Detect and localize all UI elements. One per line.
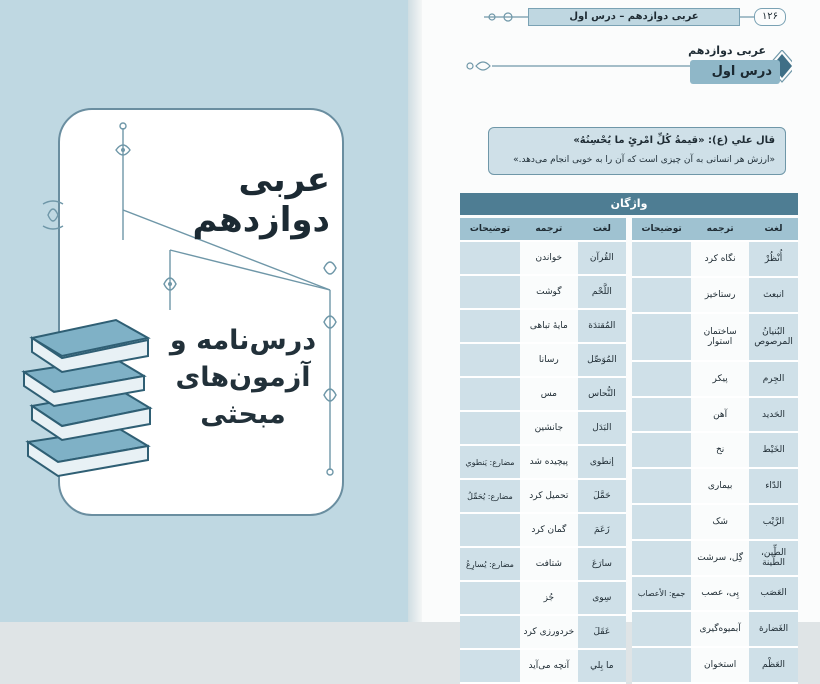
quote-box <box>488 127 786 175</box>
cell-notes: جمع: الأعصاب <box>632 576 691 612</box>
cell-translation: مایهٔ تباهی <box>520 309 578 343</box>
table-row <box>460 513 626 547</box>
table-row <box>632 277 798 313</box>
table-row <box>460 343 626 377</box>
table-row <box>460 411 626 445</box>
cell-translation: جانشین <box>520 411 578 445</box>
table-row <box>460 309 626 343</box>
book-name: عربی دوازدهم <box>688 44 766 57</box>
cell-notes <box>460 513 520 547</box>
cell-word: الخَيْط <box>749 432 798 468</box>
vocabulary-title: واژگان <box>460 193 798 215</box>
cell-word: المُوَصِّل <box>578 343 626 377</box>
running-title: عربی دوازدهم – درس اول <box>528 8 740 26</box>
cell-translation: خردورزی کرد <box>520 615 578 649</box>
cell-notes <box>460 649 520 683</box>
cover-subtitle-line: مبحثی <box>200 399 286 430</box>
table-row <box>460 649 626 683</box>
cell-translation: رستاخیز <box>691 277 749 313</box>
cell-word: المُقتدَة <box>578 309 626 343</box>
cell-notes <box>632 241 691 277</box>
cell-translation: شک <box>691 504 749 540</box>
cell-notes <box>632 397 691 433</box>
cell-translation: رسانا <box>520 343 578 377</box>
quote-persian: «ارزش هر انسانی به آن چیزی است که آن را به خوبی انجام می‌دهد.» <box>513 155 775 165</box>
cell-notes <box>460 377 520 411</box>
table-row <box>632 576 798 612</box>
cell-translation: مس <box>520 377 578 411</box>
cell-notes <box>632 468 691 504</box>
cell-word: الرَّيْب <box>749 504 798 540</box>
cell-translation: گِل، سرشت <box>691 540 749 576</box>
cell-word: البُنیانُ المرصوص <box>749 313 798 361</box>
cell-word: الطِّين، الطّينة <box>749 540 798 576</box>
cell-word: الغَضارة <box>749 611 798 647</box>
table-row <box>632 468 798 504</box>
cover-subtitle <box>150 322 336 433</box>
table-row <box>460 241 626 275</box>
cell-notes <box>632 361 691 397</box>
cell-word: النُّحاس <box>578 377 626 411</box>
cell-notes <box>632 313 691 361</box>
cell-notes <box>632 432 691 468</box>
table-row <box>460 275 626 309</box>
cell-notes <box>632 611 691 647</box>
cell-word: العَظْم <box>749 647 798 683</box>
cell-notes: مضارع: يُحَمِّلُ <box>460 479 520 513</box>
quote-arabic: قال علي (ع): «قيمةُ كُلِّ امْرئٍ ما يُحْسِنُهُ» <box>573 135 775 146</box>
cell-translation: شتافت <box>520 547 578 581</box>
cell-translation: ساختمان استوار <box>691 313 749 361</box>
cell-notes <box>460 615 520 649</box>
table-row <box>632 361 798 397</box>
cell-word: انبعث <box>749 277 798 313</box>
column-header-word: لغت <box>578 218 626 241</box>
cell-word: عَقَلَ <box>578 615 626 649</box>
cell-notes <box>632 647 691 683</box>
column-header-translation: ترجمه <box>691 218 749 241</box>
cover-subtitle-line: آزمون‌های <box>175 362 311 393</box>
cell-translation: گوشت <box>520 275 578 309</box>
column-header-translation: ترجمه <box>520 218 578 241</box>
vocabulary-table-left <box>460 218 626 684</box>
column-header-notes: توضیحات <box>632 218 691 241</box>
cell-word: سِوى <box>578 581 626 615</box>
table-row <box>632 313 798 361</box>
cell-word: ما بِلي <box>578 649 626 683</box>
table-row <box>632 432 798 468</box>
cell-translation: جُز <box>520 581 578 615</box>
cell-translation: تحمیل کرد <box>520 479 578 513</box>
cell-notes: مضارع: يَنطوي <box>460 445 520 479</box>
cell-translation: آنچه می‌آید <box>520 649 578 683</box>
table-row <box>632 241 798 277</box>
page-number: ۱۲۶ <box>754 8 786 26</box>
column-header-notes: توضیحات <box>460 218 520 241</box>
cell-translation: پِی، عصب <box>691 576 749 612</box>
vocabulary-section <box>460 193 798 684</box>
cell-notes <box>632 504 691 540</box>
column-header-word: لغت <box>749 218 798 241</box>
vocabulary-table-right <box>632 218 798 684</box>
cell-translation: پیچیده شد <box>520 445 578 479</box>
cell-word: حَمَّلَ <box>578 479 626 513</box>
cell-translation: آبمیوه‌گیری <box>691 611 749 647</box>
table-row <box>460 547 626 581</box>
cell-word: سارَعَ <box>578 547 626 581</box>
cover-subtitle-line: درس‌نامه و <box>169 325 317 356</box>
cell-translation: پیکر <box>691 361 749 397</box>
table-row <box>632 504 798 540</box>
cell-word: زَعَمَ <box>578 513 626 547</box>
table-row <box>460 581 626 615</box>
cell-word: اللَّحْم <box>578 275 626 309</box>
cell-translation: نگاه کرد <box>691 241 749 277</box>
table-row <box>460 377 626 411</box>
cell-notes <box>460 343 520 377</box>
cell-notes <box>460 241 520 275</box>
cell-notes <box>460 275 520 309</box>
table-row <box>460 479 626 513</box>
table-row <box>632 540 798 576</box>
cell-translation: استخوان <box>691 647 749 683</box>
page-header <box>484 6 796 28</box>
cell-notes <box>460 411 520 445</box>
cell-translation: نخ <box>691 432 749 468</box>
cover-title: عربی دوازدهم <box>192 160 330 240</box>
cell-word: الحَديد <box>749 397 798 433</box>
table-row <box>632 397 798 433</box>
cell-translation: گمان کرد <box>520 513 578 547</box>
cell-translation: آهن <box>691 397 749 433</box>
book-gutter <box>408 0 422 622</box>
table-row <box>460 615 626 649</box>
cell-word: الدّاء <box>749 468 798 504</box>
cell-word: القُرآن <box>578 241 626 275</box>
cell-notes <box>632 540 691 576</box>
books-icon <box>18 302 158 482</box>
cell-word: الجِرم <box>749 361 798 397</box>
cell-word: إنطوى <box>578 445 626 479</box>
table-row <box>632 611 798 647</box>
cell-notes <box>460 581 520 615</box>
cell-word: أُنْظُرْ <box>749 241 798 277</box>
table-row <box>632 647 798 683</box>
cell-translation: خواندن <box>520 241 578 275</box>
cell-notes <box>632 277 691 313</box>
cell-word: العَصَب <box>749 576 798 612</box>
cell-translation: بیماری <box>691 468 749 504</box>
cell-notes: مضارع: يُسارِعُ <box>460 547 520 581</box>
cell-notes <box>460 309 520 343</box>
lesson-title: درس اول <box>690 60 780 84</box>
cell-word: البَدَل <box>578 411 626 445</box>
table-row <box>460 445 626 479</box>
